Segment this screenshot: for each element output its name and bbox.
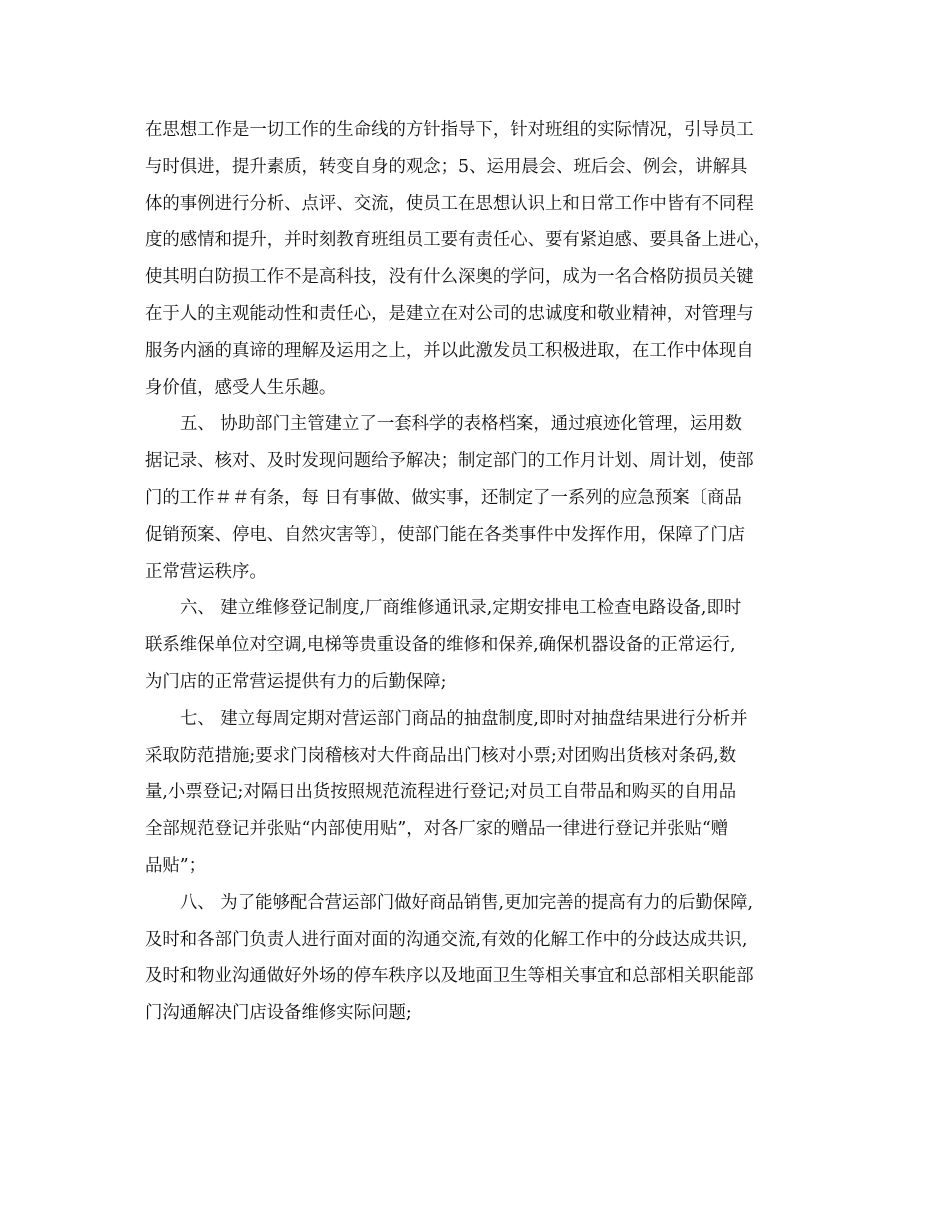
text-line: 在思想工作是一切工作的生命线的方针指导下，针对班组的实际情况，引导员工 bbox=[145, 120, 754, 140]
text-line: 联系维保单位对空调,电梯等贵重设备的维修和保养,确保机器设备的正常运行, bbox=[145, 635, 736, 656]
text-line: 八、 为了能够配合营运部门做好商品销售,更加完善的提高有力的后勤保障, bbox=[180, 892, 754, 913]
text-line: 五、 协助部门主管建立了一套科学的表格档案，通过痕迹化管理，运用数 bbox=[180, 414, 743, 435]
text-line: 度的感情和提升，并时刻教育班组员工要有责任心、要有紧迫感、要具备上进心， bbox=[145, 230, 772, 251]
text-line: 与时俱进，提升素质，转变自身的观念；5、运用晨会、班后会、例会，讲解具 bbox=[145, 156, 748, 177]
text-line: 为门店的正常营运提供有力的后勤保障; bbox=[145, 671, 447, 692]
text-line: 及时和各部门负责人进行面对面的沟通交流,有效的化解工作中的分歧达成共识, bbox=[145, 929, 748, 950]
paragraph-item-five bbox=[145, 406, 815, 590]
text-line: 门沟通解决门店设备维修实际问题; bbox=[145, 1003, 412, 1024]
text-line: 品贴”； bbox=[145, 855, 207, 876]
document-body bbox=[145, 112, 815, 1032]
text-line: 量,小票登记;对隔日出货按照规范流程进行登记;对员工自带品和购买的自用品 bbox=[145, 782, 737, 803]
text-line: 体的事例进行分析、点评、交流，使员工在思想认识上和日常工作中皆有不同程 bbox=[145, 193, 754, 214]
text-line: 采取防范措施;要求门岗稽核对大件商品出门核对小票;对团购出货核对条码,数 bbox=[145, 745, 737, 766]
text-line: 六、 建立维修登记制度,厂商维修通讯录,定期安排电工检查电路设备,即时 bbox=[180, 598, 742, 619]
text-line: 身价值，感受人生乐趣。 bbox=[145, 377, 337, 398]
text-line: 全部规范登记并张贴“内部使用贴”，对各厂家的赠品一律进行登记并张贴“赠 bbox=[145, 819, 729, 840]
text-line: 七、 建立每周定期对营运部门商品的抽盘制度,即时对抽盘结果进行分析并 bbox=[180, 708, 748, 729]
text-line: 促销预案、停电、自然灾害等〕，使部门能在各类事件中发挥作用，保障了门店 bbox=[145, 524, 745, 545]
text-line: 据记录、核对、及时发现问题给予解决；制定部门的工作月计划、周计划，使部 bbox=[145, 451, 754, 472]
text-line: 及时和物业沟通做好外场的停车秩序以及地面卫生等相关事宜和总部相关职能部 bbox=[145, 966, 754, 987]
text-line: 正常营运秩序。 bbox=[145, 561, 267, 582]
paragraph-item-six bbox=[145, 590, 815, 700]
paragraph-item-seven bbox=[145, 701, 815, 885]
paragraph-ideological-work bbox=[145, 112, 815, 406]
text-line: 在于人的主观能动性和责任心，是建立在对公司的忠诚度和敬业精神，对管理与 bbox=[145, 303, 754, 324]
text-line: 服务内涵的真谛的理解及运用之上，并以此激发员工积极进取，在工作中体现自 bbox=[145, 340, 754, 361]
text-line: 使其明白防损工作不是高科技，没有什么深奥的学问，成为一名合格防损员关键 bbox=[145, 267, 754, 288]
text-line: 门的工作＃＃有条，每 日有事做、做实事，还制定了一系列的应急预案〔商品 bbox=[145, 487, 742, 508]
paragraph-item-eight bbox=[145, 885, 815, 1032]
